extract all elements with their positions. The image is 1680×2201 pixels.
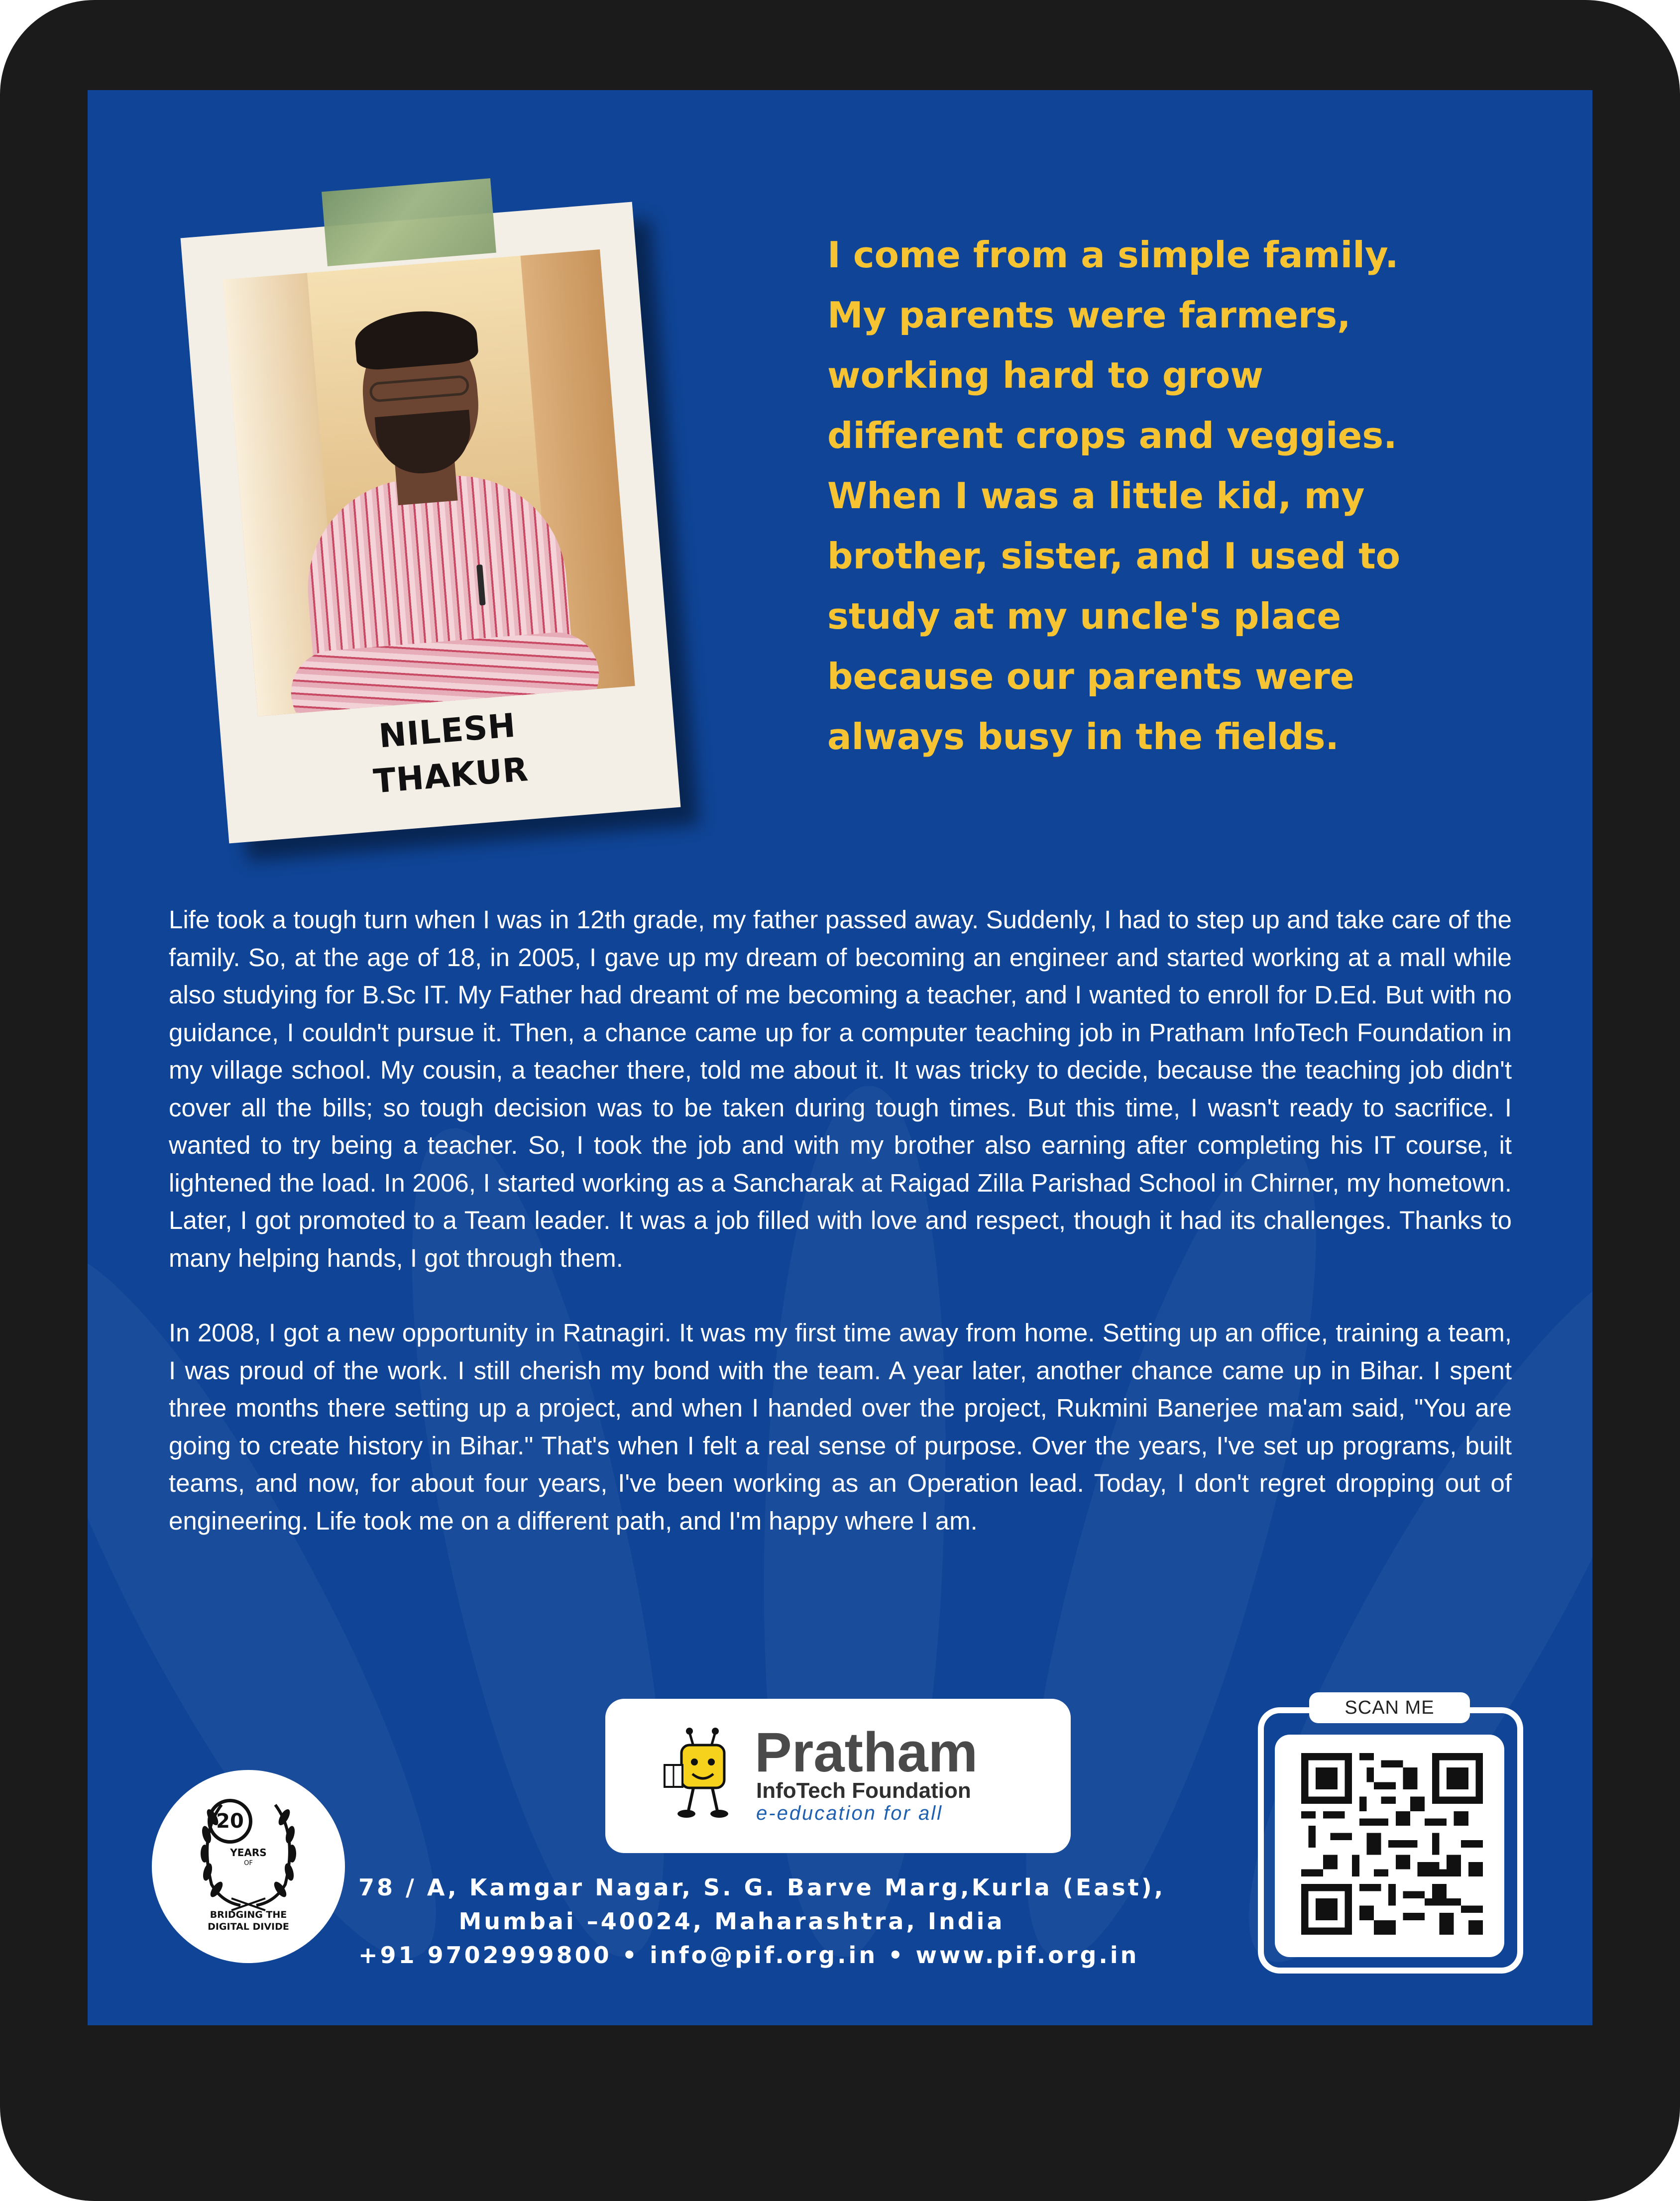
quote-line: working hard to grow bbox=[827, 354, 1263, 396]
address-line-2: Mumbai –40024, Maharashtra, India bbox=[458, 1908, 1005, 1935]
scan-me-label: SCAN ME bbox=[1309, 1692, 1470, 1723]
pratham-logo[interactable] bbox=[605, 1699, 1071, 1853]
badge-of: OF bbox=[244, 1860, 253, 1867]
quote-line: When I was a little kid, my bbox=[827, 475, 1365, 517]
address-line-1: 78 / A, Kamgar Nagar, S. G. Barve Marg,Kurla (East), bbox=[358, 1874, 1166, 1901]
badge-text-line1: BRIDGING THE bbox=[210, 1909, 287, 1920]
robot-mascot-icon bbox=[663, 1726, 742, 1826]
profile-name-last: THAKUR bbox=[372, 750, 530, 801]
quote-line: brother, sister, and I used to bbox=[827, 535, 1401, 577]
profile-photo bbox=[223, 249, 635, 716]
badge-years: YEARS bbox=[230, 1847, 267, 1859]
tape-strip bbox=[322, 178, 496, 266]
badge-number-ring bbox=[208, 1799, 252, 1844]
badge-text-line2: DIGITAL DIVIDE bbox=[208, 1921, 289, 1932]
story-paragraph-1: Life took a tough turn when I was in 12th grade, my father passed away. Suddenly, I had to step up and take care of the family. So, at the age of 18, in 2005, I gave up my dream of becoming an engineer and started working at a mall while also studying for B.Sc IT. My Father had dreamt of me becoming a teacher, and I wanted to enroll for D.Ed. But with no guidance, I couldn't pursue it. Then, a chance came up for a computer teaching job in Pratham InfoTech Foundation in my village school. My cousin, a teacher there, told me about it. It was tricky to decide, because the teaching job didn't cover all the bills; so tough decision was to be taken during tough times. But this time, I wasn't ready to sacrifice. I wanted to try being a teacher. So, I took the job and with my brother also earning after completing his IT course, it lightened the load. In 2006, I started working as a Sancharak at Raigad Zilla Parishad School in Chirner, my hometown. Later, I got promoted to a Team leader. It was a job filled with love and respect, though it had its challenges. Thanks to many helping hands, I got through them. bbox=[169, 905, 1512, 1272]
profile-polaroid bbox=[181, 202, 681, 843]
story-body bbox=[169, 901, 1512, 1540]
qr-code-icon[interactable] bbox=[1301, 1753, 1483, 1935]
profile-name-first: NILESH bbox=[377, 706, 518, 756]
footer-address bbox=[358, 1871, 1166, 1972]
quote-line: always busy in the fields. bbox=[827, 716, 1339, 758]
quote-line: different crops and veggies. bbox=[827, 415, 1397, 456]
quote-line: I come from a simple family. bbox=[827, 234, 1399, 276]
badge-number: 20 bbox=[216, 1810, 244, 1833]
quote-line: because our parents were bbox=[827, 656, 1354, 697]
quote-line: study at my uncle's place bbox=[827, 595, 1342, 637]
intro-quote bbox=[827, 225, 1534, 767]
logo-tagline: e-education for all bbox=[756, 1802, 943, 1824]
story-paragraph-2: In 2008, I got a new opportunity in Ratnagiri. It was my first time away from home. Setting up an office, training a team, I was proud of the work. I still cherish my bond with the team. A year later, another chance came up in Bihar. I spent three months there setting up a project, and when I handed over the project, Rukmini Banerjee ma'am said, "You are going to create history in Bihar." That's when I felt a real sense of purpose. Over the years, I've set up programs, built teams, and now, for about four years, I've been working as an Operation lead. Today, I don't regret dropping out of engineering. Life took me on a different path, and I'm happy where I am. bbox=[169, 1319, 1512, 1535]
anniversary-badge bbox=[152, 1770, 345, 1963]
logo-title: Pratham bbox=[755, 1721, 978, 1783]
contact-line[interactable]: +91 9702999800 • info@pif.org.in • www.pif.org.in bbox=[358, 1942, 1139, 1969]
logo-subtitle: InfoTech Foundation bbox=[756, 1778, 971, 1803]
quote-line: My parents were farmers, bbox=[827, 294, 1351, 336]
